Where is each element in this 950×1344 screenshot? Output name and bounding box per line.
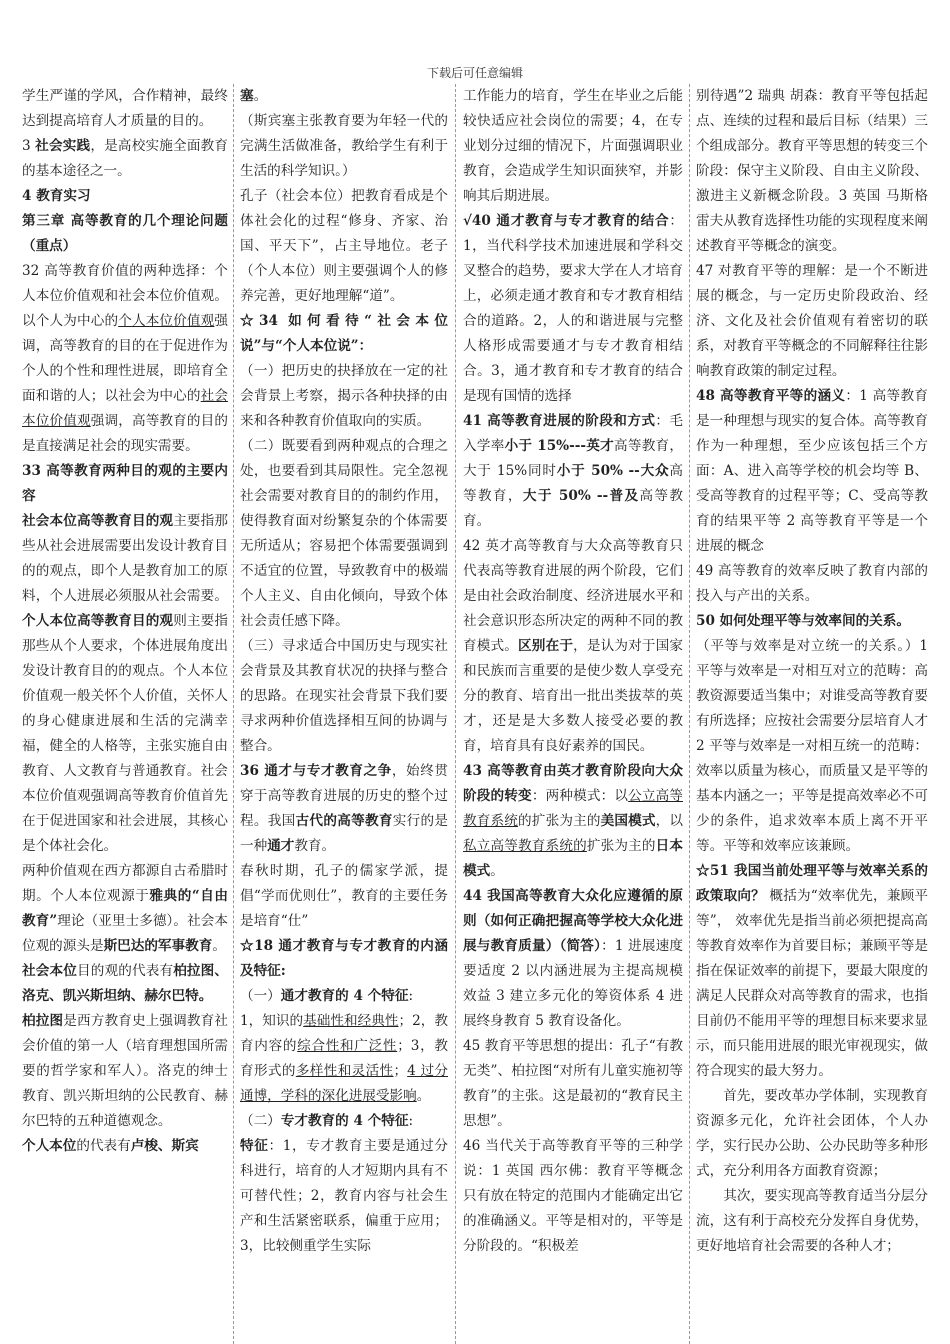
paragraph [696,859,928,1084]
paragraph [240,759,448,859]
text-run: ☆51 我国当前处理平等与效率关系的政策取向？ [696,863,928,904]
text-run: 个人本位价值观 [118,313,215,329]
text-run: 古代的高等教育 [295,813,393,829]
paragraph [696,1184,928,1259]
paragraph [240,1109,448,1134]
text-run: : [408,1113,414,1129]
text-run: 综合性和广泛性 [297,1038,398,1054]
paragraph [22,184,228,209]
text-run: 1，知识的 [240,1013,304,1029]
text-run: （二）既要看到两种观点的合理之处，也要看到其局限性。完全忽视社会需要对教育目的的制约作用，使得教育面对纷繁复杂的个体需要无所适从；容易把个体需要强调到不适宜的位置，导致教育中的极端个人主义、自由化倾向，导致个体社会责任感下降。 [240,438,448,629]
paragraph [240,1134,448,1259]
text-run: 46 当代关于高等教育平等的三种学说：1 英国 西尔佛：教育平等概念只有放在特定的范围内才能确定出它的准确涵义。平等是相对的，平等是分阶段的。“积极差 [463,1138,683,1254]
text-run: ，始终贯穿于高等教育进展的历史的整个过程。我国 [240,763,448,829]
text-run: 理论（亚里士多德）。社会本位观的源头是 [22,913,228,954]
text-run: 44 我国高等教育大众化应遵循的原则（如何正确把握高等学校大众化进展与教育质量）（简答） [463,888,683,954]
text-run: 个人本位高等教育目的观 [22,613,174,629]
paragraph [463,759,683,884]
paragraph [240,309,448,359]
text-run: ，是认为对于国家和民族而言重要的是使少数人享受充分的教育、培育出一批出类拔萃的英才，还是是大多数人接受必要的教育，培育具有良好素养的国民。 [463,638,683,754]
text-run: ☆18 通才教育与专才教育的内涵及特征: [240,938,448,979]
text-run: 日本模式 [463,838,683,879]
paragraph [22,84,228,134]
column-3 [463,84,683,1344]
paragraph [696,559,928,609]
text-run: 43 高等教育由英才教育阶段向大众阶段的转变 [463,763,683,804]
text-run: 多样性和灵活性 [295,1063,394,1079]
text-run: 区别在于 [518,638,574,654]
text-run: ：1，专才教育主要是通过分科进行，培育的人才短期内具有不可替代性；2，教育内容与社会生产和生活紧密联系，偏重于应用；3，比较侧重学生实际 [240,1138,448,1254]
column-divider [233,84,235,1344]
text-run: 高等教育，大于 15%同时 [463,438,683,479]
text-run: 通才 [267,838,295,854]
text-run: 。 [212,938,226,954]
text-run: 学生严谨的学风，合作精神，最终达到提高培育人才质量的目的。 [22,88,228,129]
paragraph [22,459,228,509]
text-run: 则主要指那些从个人要求，个体进展角度出发设计教育目的的观点。个人本位价值观一般关怀个人价值，关怀人的身心健康进展和生活的完满幸福，健全的人格等，主张实施自由教育、人文教育与普通教育。社会本位价值观强调高等教育价值首先在于促进国家和社会进展，其核心是个体社会化。 [22,613,228,854]
page-header: 下载后可任意编辑 [426,66,523,80]
text-run: 柏拉图、洛克、凯兴斯坦纳、赫尔巴特。 [22,963,228,1004]
text-run: 首先，要改革办学体制，实现教育资源多元化，允许社会团体，个人办学，实行民办公助、公办民助等多种形式，充分利用各方面教育资源； [696,1088,928,1179]
text-run: 41 高等教育进展的阶段和方式 [463,413,656,429]
text-run: 孔子（社会本位）把教育看成是个体社会化的过程“修身、齐家、治国、平天下”，占主导地位。老子（个人本位）则主要强调个人的修养完善，更好地理解“道”。 [240,188,448,304]
text-run: ：毛入学率 [463,413,683,454]
text-run: 42 英才高等教育与大众高等教育只代表高等教育进展的两个阶段，它们是由社会政治制度、经济进展水平和社会意识形态所决定的两种不同的教育模式。 [463,538,683,654]
column-divider [455,84,457,1344]
text-run: ，是高校实施全面教育的基本途径之一。 [22,138,228,179]
paragraph [696,634,928,859]
paragraph [22,1009,228,1134]
text-run: ，以 [655,813,683,829]
text-run: ☆34 如何看待“社会本位说”与“个人本位说”： [240,313,448,354]
paragraph [696,384,928,559]
text-run: 柏拉图 [22,1013,64,1029]
text-run: 。 [416,1088,431,1104]
text-run: 32 高等教育价值的两种选择：个人本位价值观和社会本位价值观。以个人为中心的 [22,263,228,329]
text-run: 。 [253,88,268,104]
paragraph [463,884,683,1034]
text-run: 概括为“效率优先，兼顾平等”， 效率优先是指当前必须把提高高等教育效率作为首要目标；兼顾平等是指在保证效率的前提下，要最大限度的满足人民群众对高等教育的需求，也指目前仍不能用平等的理想目标来要求显示，而只能用进展的眼光审视现实，做符合现实的最大努力。 [696,888,928,1079]
text-run: 社会本位价值观 [22,388,228,429]
paragraph [696,1084,928,1184]
paragraph [240,934,448,984]
text-run: 两种价值观在西方都源自古希腊时期。个人本位观源于 [22,863,228,904]
paragraph [463,1134,683,1259]
paragraph [22,959,228,1009]
paragraph [240,184,448,309]
text-run: 基础性和经典性 [303,1013,399,1029]
text-run: ；3，教育形式的 [240,1038,448,1079]
paragraph [22,859,228,959]
text-run: 4 过分通博，学科的深化进展受影响 [240,1063,448,1104]
text-run: 塞 [240,88,254,104]
text-run: 斯巴达的军事教育 [103,938,213,954]
text-run: 。 [490,863,504,879]
paragraph [696,259,928,384]
text-run: （斯宾塞主张教育要为年轻一代的完满生活做准备，教给学生有利于生活的科学知识。） [240,113,448,179]
paragraph [22,209,228,259]
text-run: : [408,988,414,1004]
text-run: ：1 进展速度要适度 2 以内涵进展为主提高规模效益 3 建立多元化的筹资体系 4 进展终身教育 5 教育设备化。 [463,938,683,1029]
column-divider [689,84,691,1344]
text-run: 个人本位 [22,1138,77,1154]
text-run: （三）寻求适合中国历史与现实社会背景及其教育状况的抉择与整合的思路。在现实社会背景下我们要寻求两种价值选择相互间的协调与整合。 [240,638,448,754]
text-run: 社会本位 [22,963,77,979]
text-run: 小于 50% --大众 [556,463,670,479]
text-run: 专才教育的 4 个特征 [280,1113,409,1129]
text-run: 47 对教育平等的理解：是一个不断进展的概念，与一定历史阶段政治、经济、文化及社会价值观有着密切的联系，对教育平等概念的不同解释往往影响教育政策的制定过程。 [696,263,928,379]
text-run: √40 通才教育与专才教育的结合 [463,213,670,229]
text-run: ； [393,1063,408,1079]
paragraph [22,134,228,184]
paragraph [240,1009,448,1109]
paragraph [240,859,448,934]
text-run: 特征 [240,1138,269,1154]
text-run: 社会实践 [35,138,91,154]
paragraph [22,259,228,459]
paragraph [240,434,448,634]
paragraph [240,984,448,1009]
text-run: （二） [240,1113,281,1129]
text-run: 48 高等教育平等的涵义 [696,388,846,404]
column-1 [22,84,228,1344]
text-run: 雅典的“自由教育” [22,888,228,929]
text-run: 的代表有 [76,1138,131,1154]
text-run: 私立高等教育系统的 [463,838,587,854]
text-run: 社会本位高等教育目的观 [22,513,174,529]
text-run: ：两种模式：以 [531,788,629,804]
text-run: 49 高等教育的效率反映了教育内部的投入与产出的关系。 [696,563,928,604]
text-run: （一）把历史的抉择放在一定的社会背景上考察，揭示各种抉择的由来和各种教育价值取向的实质。 [240,363,448,429]
text-run: 50 如何处理平等与效率间的关系。 [696,613,910,629]
text-run: 其次，要实现高等教育适当分层分流，这有利于高校充分发挥自身优势，更好地培育社会需要的各种人才； [696,1188,928,1254]
text-run: （一） [240,988,281,1004]
paragraph [696,609,928,634]
text-run: 别待遇”2 瑞典 胡森：教育平等包括起点、连续的过程和最后目标（结果）三个组成部分。教育平等思想的转变三个阶段：保守主义阶段、自由主义阶段、激进主义新概念阶段。3 英国 马斯格雷夫从教育选择性功能的实现程度来阐述教育平等概念的演变。 [696,88,928,254]
paragraph [463,534,683,759]
paragraph [240,84,448,109]
text-run: 大于 50% --普及 [522,488,640,504]
paragraph [22,509,228,859]
paragraph [463,84,683,209]
text-run: ：1，当代科学技术加速进展和学科交叉整合的趋势，要求大学在人才培育上，必须走通才教育和专才教育相结合的道路。2，人的和谐进展与完整人格形成需要通才与专才教育相结合。3，通才教育和专才教育的结合是现有国情的选择 [463,213,683,404]
text-run: 扩张为主的 [586,838,656,854]
text-run: 36 通才与专才教育之争 [240,763,392,779]
text-run: 小于 15%---英才 [504,438,614,454]
text-run: 通才教育的 4 个特征 [280,988,409,1004]
text-run: （平等与效率是对立统一的关系。）1 平等与效率是一对相互对立的范畴：高教资源要适当集中；对谁受高等教育要有所选择；应按社会需要分层培育人才 2 平等与效率是一对相互统一的范畴：效率以质量为核心，而质量又是平等的基本内涵之一；平等是提高效率必不可少的条件，追求效率本质上离不开平等。平等和效率应该兼顾。 [696,638,928,854]
text-run: 33 高等教育两种目的观的主要内容 [22,463,228,504]
paragraph [22,1134,228,1159]
text-run: 45 教育平等思想的提出：孔子“有教无类”、柏拉图“对所有儿童实施初等教育”的主张。这是最初的“教育民主思想”。 [463,1038,683,1129]
paragraph [240,634,448,759]
paragraph [696,84,928,259]
text-run: 是西方教育史上强调教育社会价值的第一人（培育理想国所需要的哲学家和军人）。洛克的绅士教育、凯兴斯坦纳的公民教育、赫尔巴特的五种道德观念。 [22,1013,228,1129]
text-run: 公立高等教育系统 [463,788,683,829]
text-run: 教育。 [294,838,336,854]
paragraph [463,1034,683,1134]
text-run: 高等教育。 [463,488,683,529]
text-run: 春秋时期，孔子的儒家学派，提倡“学而优则仕”，教育的主要任务是培育“仕” [240,863,448,929]
column-2 [240,84,448,1344]
text-run: 实行的是一种 [240,813,448,854]
text-run: 3 [22,138,36,154]
text-run: 卢梭、斯宾 [130,1138,199,1154]
text-run: 工作能力的培育，学生在毕业之后能较快适应社会岗位的需要；4，在专业划分过细的情况下，片面强调职业教育，会造成学生知识面狭窄，并影响其后期进展。 [463,88,683,204]
paragraph [463,209,683,409]
text-run: 主要指那些从社会进展需要出发设计教育目的的观点，即个人是教育加工的原料，个人进展必须服从社会需要。 [22,513,228,604]
text-run: 高等教育， [463,463,683,504]
text-run: 4 教育实习 [22,188,91,204]
text-run: ；2，教育内容的 [240,1013,448,1054]
paragraph [240,109,448,184]
text-run: 美国模式 [600,813,656,829]
text-run: 的扩张为主的 [518,813,601,829]
text-run: 强调，高等教育的目的在于促进作为个人的个性和理性进展，即培育全面和谐的人；以社会为中心的 [22,313,228,404]
text-run: ：1 高等教育是一种理想与现实的复合体。高等教育作为一种理想，至少应该包括三个方面：A、进入高等学校的机会均等 B、受高等教育的过程平等；C、受高等教育的结果平等 2 高等教育平等是一个进展的概念 [696,388,928,554]
paragraph [463,409,683,534]
column-4 [696,84,928,1344]
text-run: 第三章 高等教育的几个理论问题（重点） [22,213,228,254]
paragraph [240,359,448,434]
text-run: 目的观的代表有 [76,963,174,979]
text-run: 强调，高等教育的目的是直接满足社会的现实需要。 [22,413,228,454]
